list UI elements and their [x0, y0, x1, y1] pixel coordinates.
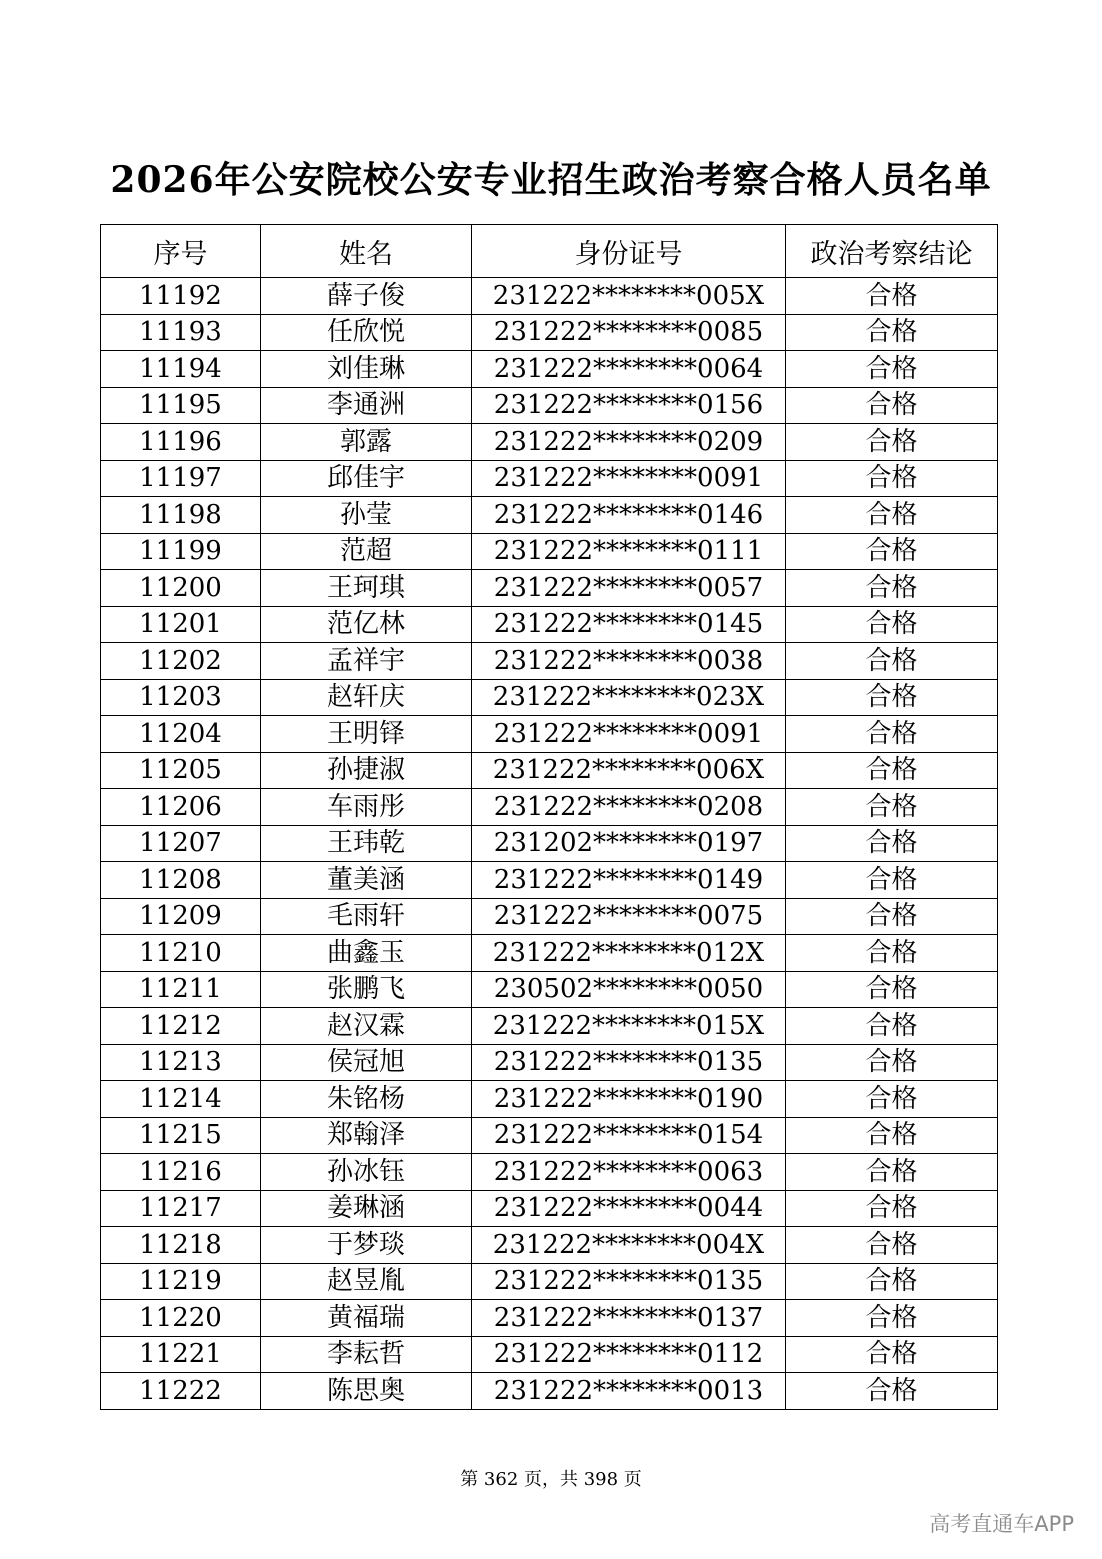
table-row [101, 1117, 998, 1154]
header-row [101, 225, 998, 278]
conclusion-cell: 合格 [786, 1044, 998, 1081]
conclusion-cell: 合格 [786, 1227, 998, 1264]
id-number-cell: 231222********0091 [472, 460, 786, 497]
id-number-cell: 231222********0064 [472, 351, 786, 388]
id-number-cell: 231222********0209 [472, 424, 786, 461]
serial-number-cell: 11206 [101, 789, 261, 826]
name-cell: 邱佳宇 [261, 460, 472, 497]
header-name: 姓名 [261, 225, 472, 278]
id-number-cell: 231222********0135 [472, 1263, 786, 1300]
name-cell: 任欣悦 [261, 314, 472, 351]
serial-number-cell: 11205 [101, 752, 261, 789]
conclusion-cell: 合格 [786, 460, 998, 497]
page-number: 第 362 页，共 398 页 [460, 1469, 642, 1490]
conclusion-cell: 合格 [786, 935, 998, 972]
serial-number-cell: 11222 [101, 1373, 261, 1410]
name-cell: 王明铎 [261, 716, 472, 753]
id-number-cell: 231222********0112 [472, 1336, 786, 1373]
table-row [101, 570, 998, 607]
id-number-cell: 231222********0156 [472, 387, 786, 424]
conclusion-cell: 合格 [786, 1008, 998, 1045]
table-row [101, 752, 998, 789]
table-header [101, 225, 998, 278]
name-cell: 董美涵 [261, 862, 472, 899]
table-row [101, 1154, 998, 1191]
name-cell: 王珂琪 [261, 570, 472, 607]
candidate-table [100, 224, 998, 1410]
table-row [101, 1044, 998, 1081]
serial-number-cell: 11200 [101, 570, 261, 607]
serial-number-cell: 11220 [101, 1300, 261, 1337]
id-number-cell: 231222********0091 [472, 716, 786, 753]
conclusion-cell: 合格 [786, 1117, 998, 1154]
name-cell: 姜琳涵 [261, 1190, 472, 1227]
name-cell: 于梦琰 [261, 1227, 472, 1264]
table-row [101, 825, 998, 862]
id-number-cell: 231222********005X [472, 278, 786, 315]
table-row [101, 1227, 998, 1264]
conclusion-cell: 合格 [786, 533, 998, 570]
conclusion-cell: 合格 [786, 351, 998, 388]
conclusion-cell: 合格 [786, 387, 998, 424]
name-cell: 曲鑫玉 [261, 935, 472, 972]
name-cell: 毛雨轩 [261, 898, 472, 935]
conclusion-cell: 合格 [786, 898, 998, 935]
name-cell: 朱铭杨 [261, 1081, 472, 1118]
conclusion-cell: 合格 [786, 1154, 998, 1191]
serial-number-cell: 11193 [101, 314, 261, 351]
id-number-cell: 231222********0057 [472, 570, 786, 607]
id-number-cell: 231202********0197 [472, 825, 786, 862]
name-cell: 赵昱胤 [261, 1263, 472, 1300]
conclusion-cell: 合格 [786, 716, 998, 753]
name-cell: 孙捷淑 [261, 752, 472, 789]
id-number-cell: 231222********0149 [472, 862, 786, 899]
conclusion-cell: 合格 [786, 278, 998, 315]
table-row [101, 1190, 998, 1227]
name-cell: 范超 [261, 533, 472, 570]
table-row [101, 1263, 998, 1300]
name-cell: 赵汉霖 [261, 1008, 472, 1045]
conclusion-cell: 合格 [786, 643, 998, 680]
table-row [101, 716, 998, 753]
name-cell: 郑翰泽 [261, 1117, 472, 1154]
table-row [101, 460, 998, 497]
serial-number-cell: 11207 [101, 825, 261, 862]
conclusion-cell: 合格 [786, 1336, 998, 1373]
table-row [101, 387, 998, 424]
table-row [101, 1300, 998, 1337]
id-number-cell: 231222********023X [472, 679, 786, 716]
table-row [101, 278, 998, 315]
name-cell: 王玮乾 [261, 825, 472, 862]
name-cell: 孟祥宇 [261, 643, 472, 680]
name-cell: 孙莹 [261, 497, 472, 534]
serial-number-cell: 11210 [101, 935, 261, 972]
id-number-cell: 231222********0135 [472, 1044, 786, 1081]
name-cell: 车雨彤 [261, 789, 472, 826]
serial-number-cell: 11194 [101, 351, 261, 388]
name-cell: 黄福瑞 [261, 1300, 472, 1337]
id-number-cell: 231222********0137 [472, 1300, 786, 1337]
name-cell: 张鹏飞 [261, 971, 472, 1008]
table-row [101, 935, 998, 972]
name-cell: 李通洲 [261, 387, 472, 424]
id-number-cell: 231222********0208 [472, 789, 786, 826]
header-serial-number: 序号 [101, 225, 261, 278]
table-row [101, 424, 998, 461]
table-row [101, 351, 998, 388]
conclusion-cell: 合格 [786, 1263, 998, 1300]
name-cell: 李耘哲 [261, 1336, 472, 1373]
table-row [101, 606, 998, 643]
serial-number-cell: 11212 [101, 1008, 261, 1045]
serial-number-cell: 11204 [101, 716, 261, 753]
conclusion-cell: 合格 [786, 314, 998, 351]
header-conclusion: 政治考察结论 [786, 225, 998, 278]
table-row [101, 497, 998, 534]
id-number-cell: 231222********0085 [472, 314, 786, 351]
id-number-cell: 231222********0111 [472, 533, 786, 570]
name-cell: 赵轩庆 [261, 679, 472, 716]
name-cell: 孙冰钰 [261, 1154, 472, 1191]
serial-number-cell: 11197 [101, 460, 261, 497]
table-row [101, 1081, 998, 1118]
serial-number-cell: 11213 [101, 1044, 261, 1081]
serial-number-cell: 11195 [101, 387, 261, 424]
table-row [101, 898, 998, 935]
table-row [101, 1336, 998, 1373]
header-id-number: 身份证号 [472, 225, 786, 278]
serial-number-cell: 11218 [101, 1227, 261, 1264]
serial-number-cell: 11202 [101, 643, 261, 680]
serial-number-cell: 11209 [101, 898, 261, 935]
id-number-cell: 230502********0050 [472, 971, 786, 1008]
table-row [101, 862, 998, 899]
id-number-cell: 231222********015X [472, 1008, 786, 1045]
table-row [101, 789, 998, 826]
serial-number-cell: 11219 [101, 1263, 261, 1300]
id-number-cell: 231222********0145 [472, 606, 786, 643]
conclusion-cell: 合格 [786, 497, 998, 534]
serial-number-cell: 11196 [101, 424, 261, 461]
table-row [101, 1373, 998, 1410]
serial-number-cell: 11203 [101, 679, 261, 716]
conclusion-cell: 合格 [786, 971, 998, 1008]
id-number-cell: 231222********0146 [472, 497, 786, 534]
serial-number-cell: 11198 [101, 497, 261, 534]
conclusion-cell: 合格 [786, 1300, 998, 1337]
serial-number-cell: 11201 [101, 606, 261, 643]
conclusion-cell: 合格 [786, 570, 998, 607]
serial-number-cell: 11199 [101, 533, 261, 570]
id-number-cell: 231222********004X [472, 1227, 786, 1264]
name-cell: 刘佳琳 [261, 351, 472, 388]
id-number-cell: 231222********0190 [472, 1081, 786, 1118]
conclusion-cell: 合格 [786, 606, 998, 643]
name-cell: 陈思奥 [261, 1373, 472, 1410]
id-number-cell: 231222********0154 [472, 1117, 786, 1154]
conclusion-cell: 合格 [786, 1190, 998, 1227]
table-row [101, 643, 998, 680]
table-row [101, 679, 998, 716]
name-cell: 侯冠旭 [261, 1044, 472, 1081]
table-row [101, 971, 998, 1008]
table-row [101, 1008, 998, 1045]
serial-number-cell: 11214 [101, 1081, 261, 1118]
conclusion-cell: 合格 [786, 1373, 998, 1410]
table-body [101, 278, 998, 1410]
id-number-cell: 231222********0063 [472, 1154, 786, 1191]
table-row [101, 314, 998, 351]
serial-number-cell: 11192 [101, 278, 261, 315]
watermark-text: 高考直通车APP [929, 1512, 1074, 1536]
name-cell: 郭露 [261, 424, 472, 461]
name-cell: 薛子俊 [261, 278, 472, 315]
serial-number-cell: 11217 [101, 1190, 261, 1227]
serial-number-cell: 11208 [101, 862, 261, 899]
table-row [101, 533, 998, 570]
document-title: 2026年公安院校公安专业招生政治考察合格人员名单 [110, 159, 992, 201]
conclusion-cell: 合格 [786, 424, 998, 461]
serial-number-cell: 11211 [101, 971, 261, 1008]
conclusion-cell: 合格 [786, 789, 998, 826]
conclusion-cell: 合格 [786, 752, 998, 789]
id-number-cell: 231222********0038 [472, 643, 786, 680]
id-number-cell: 231222********012X [472, 935, 786, 972]
id-number-cell: 231222********0075 [472, 898, 786, 935]
serial-number-cell: 11216 [101, 1154, 261, 1191]
id-number-cell: 231222********0044 [472, 1190, 786, 1227]
serial-number-cell: 11215 [101, 1117, 261, 1154]
conclusion-cell: 合格 [786, 679, 998, 716]
name-cell: 范亿林 [261, 606, 472, 643]
conclusion-cell: 合格 [786, 1081, 998, 1118]
conclusion-cell: 合格 [786, 825, 998, 862]
conclusion-cell: 合格 [786, 862, 998, 899]
id-number-cell: 231222********0013 [472, 1373, 786, 1410]
id-number-cell: 231222********006X [472, 752, 786, 789]
serial-number-cell: 11221 [101, 1336, 261, 1373]
